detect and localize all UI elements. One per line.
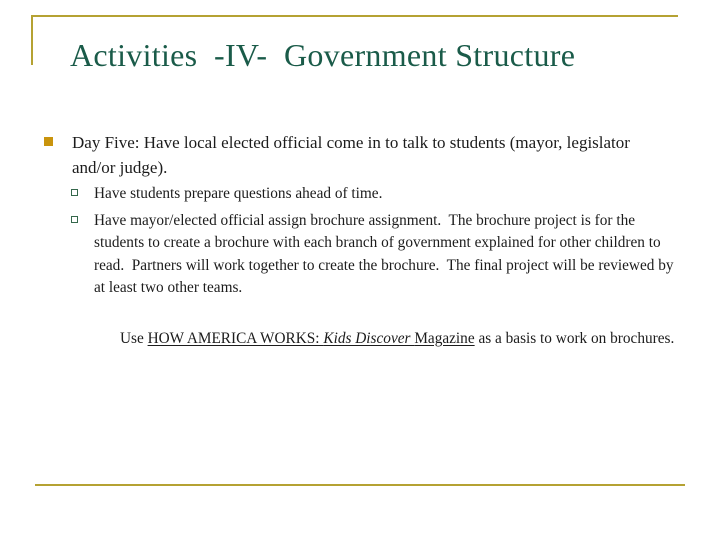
left-border-line bbox=[31, 15, 33, 65]
reference-underlined-end: Magazine bbox=[414, 330, 475, 347]
hollow-square-bullet-icon bbox=[71, 189, 78, 196]
top-border-line bbox=[31, 15, 678, 17]
main-bullet-item bbox=[44, 130, 694, 180]
sub-bullet-item bbox=[71, 210, 694, 300]
bottom-border-line bbox=[35, 484, 685, 486]
sub-bullet-text: Have mayor/elected official assign brochure assignment. The brochure project is for the students to create a brochure with each branch of government explained for other children to read. Partners will work together to create the brochure. The final project will be reviewed by at least two other teams. bbox=[94, 211, 678, 296]
reference-underlined-title: HOW AMERICA WORKS: bbox=[147, 330, 324, 347]
main-bullet-text: Day Five: Have local elected official come in to talk to students (mayor, legislator and/or judge). bbox=[72, 133, 635, 177]
sub-bullet-item bbox=[71, 183, 694, 206]
filled-square-bullet-icon bbox=[44, 137, 53, 146]
slide-title: Activities -IV- Government Structure bbox=[70, 37, 576, 73]
reference-suffix: as a basis to work on brochures. bbox=[474, 330, 675, 347]
reference-line bbox=[97, 306, 694, 374]
sub-bullet-text: Have students prepare questions ahead of time. bbox=[94, 185, 383, 202]
reference-underlined-magazine-name: Kids Discover bbox=[323, 330, 415, 347]
hollow-square-bullet-icon bbox=[71, 216, 78, 223]
slide-body bbox=[44, 130, 694, 373]
reference-prefix: Use bbox=[119, 330, 148, 347]
